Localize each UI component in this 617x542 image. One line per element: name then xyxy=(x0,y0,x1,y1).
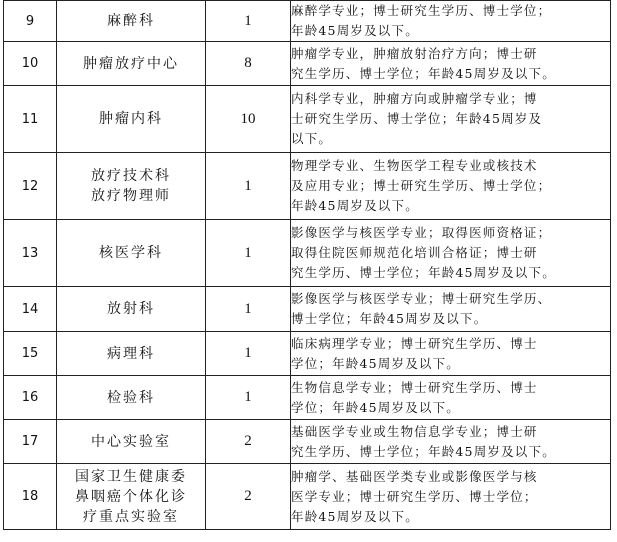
requirement-line: 肿瘤学专业，肿瘤放射治疗方向；博士研 xyxy=(291,45,538,61)
requirement-line: 以下。 xyxy=(291,131,333,146)
requirement-line: 学位；年龄45周岁及以下。 xyxy=(291,355,461,371)
requirement-line: 究生学历、博士学位；年龄45周岁及以下。 xyxy=(291,265,556,280)
department-cell xyxy=(57,86,206,153)
department-name: 麻醉科 xyxy=(107,13,155,29)
requirements-cell xyxy=(291,332,611,376)
requirement-line: 物理学专业、生物医学工程专业或核技术 xyxy=(291,158,538,173)
requirement-line: 及应用专业；博士研究生学历、博士学位； xyxy=(291,178,552,193)
requirement-line: 年龄45周岁及以下。 xyxy=(291,198,419,213)
department-cell xyxy=(57,464,206,530)
table-row xyxy=(4,86,611,153)
requirement-line: 学位；年龄45周岁及以下。 xyxy=(291,399,461,415)
recruitment-table xyxy=(3,0,611,530)
headcount: 1 xyxy=(206,376,291,420)
headcount: 2 xyxy=(206,464,291,530)
table-row xyxy=(4,220,611,287)
requirements-cell xyxy=(291,464,611,530)
requirement-line: 年龄45周岁及以下。 xyxy=(291,23,419,38)
department-name: 中心实验室 xyxy=(91,433,171,450)
requirement-line: 影像医学与核医学专业；取得医师资格证； xyxy=(291,225,552,240)
requirement-line: 博士学位；年龄45周岁及以下。 xyxy=(291,311,488,326)
department-cell xyxy=(57,220,206,287)
department-name: 国家卫生健康委 xyxy=(75,468,187,485)
requirement-line: 取得住院医师规范化培训合格证；博士研 xyxy=(291,245,538,260)
row-number: 18 xyxy=(4,464,57,530)
table-row xyxy=(4,464,611,530)
table-row xyxy=(4,1,611,42)
requirements-cell xyxy=(291,287,611,332)
headcount: 1 xyxy=(206,220,291,287)
row-number: 15 xyxy=(4,332,57,376)
department-cell xyxy=(57,42,206,86)
row-number: 14 xyxy=(4,287,57,332)
requirements-cell xyxy=(291,376,611,420)
table-row xyxy=(4,420,611,464)
table-row xyxy=(4,42,611,86)
department-cell xyxy=(57,420,206,464)
requirements-cell xyxy=(291,153,611,220)
headcount: 8 xyxy=(206,42,291,86)
headcount: 1 xyxy=(206,287,291,332)
department-cell xyxy=(57,1,206,42)
requirement-line: 究生学历、博士学位；年龄45周岁及以下。 xyxy=(291,65,556,81)
department-cell xyxy=(57,153,206,220)
requirements-cell xyxy=(291,86,611,153)
requirement-line: 生物信息学专业；博士研究生学历、博士 xyxy=(291,379,538,395)
requirement-line: 内科学专业，肿瘤方向或肿瘤学专业；博 xyxy=(291,91,538,106)
requirements-cell xyxy=(291,42,611,86)
requirement-line: 肿瘤学、基础医学类专业或影像医学与核 xyxy=(291,468,538,484)
department-name: 病理科 xyxy=(107,345,155,362)
headcount: 1 xyxy=(206,332,291,376)
requirements-cell xyxy=(291,1,611,42)
requirement-line: 医学专业；博士研究生学历、博士学位； xyxy=(291,488,538,504)
row-number: 9 xyxy=(4,1,57,42)
requirement-line: 麻醉学专业；博士研究生学历、博士学位； xyxy=(291,3,552,18)
department-name: 肿瘤内科 xyxy=(99,111,163,127)
requirements-cell xyxy=(291,420,611,464)
row-number: 13 xyxy=(4,220,57,287)
headcount: 10 xyxy=(206,86,291,153)
headcount: 1 xyxy=(206,153,291,220)
table-row xyxy=(4,376,611,420)
requirement-line: 年龄45周岁及以下。 xyxy=(291,508,419,524)
requirement-line: 基础医学专业或生物信息学专业；博士研 xyxy=(291,423,538,439)
requirements-cell xyxy=(291,220,611,287)
headcount: 2 xyxy=(206,420,291,464)
department-name: 核医学科 xyxy=(99,245,163,261)
department-cell xyxy=(57,287,206,332)
requirement-line: 究生学历、博士学位；年龄45周岁及以下。 xyxy=(291,443,556,459)
row-number: 10 xyxy=(4,42,57,86)
department-name: 放疗物理师 xyxy=(91,188,171,204)
row-number: 17 xyxy=(4,420,57,464)
department-name: 检验科 xyxy=(107,389,155,406)
recruitment-table-body xyxy=(4,1,611,530)
requirement-line: 影像医学与核医学专业；博士研究生学历、 xyxy=(291,291,552,306)
department-name: 鼻咽癌个体化诊 xyxy=(75,488,187,505)
row-number: 16 xyxy=(4,376,57,420)
department-name: 肿瘤放疗中心 xyxy=(83,55,179,72)
table-row xyxy=(4,153,611,220)
department-cell xyxy=(57,332,206,376)
department-cell xyxy=(57,376,206,420)
row-number: 12 xyxy=(4,153,57,220)
requirement-line: 士研究生学历、博士学位；年龄45周岁及 xyxy=(291,111,543,126)
row-number: 11 xyxy=(4,86,57,153)
headcount: 1 xyxy=(206,1,291,42)
requirement-line: 临床病理学专业；博士研究生学历、博士 xyxy=(291,335,538,351)
table-row xyxy=(4,332,611,376)
department-name: 疗重点实验室 xyxy=(83,508,179,525)
department-name: 放疗技术科 xyxy=(91,168,171,184)
department-name: 放射科 xyxy=(107,301,155,317)
table-row xyxy=(4,287,611,332)
